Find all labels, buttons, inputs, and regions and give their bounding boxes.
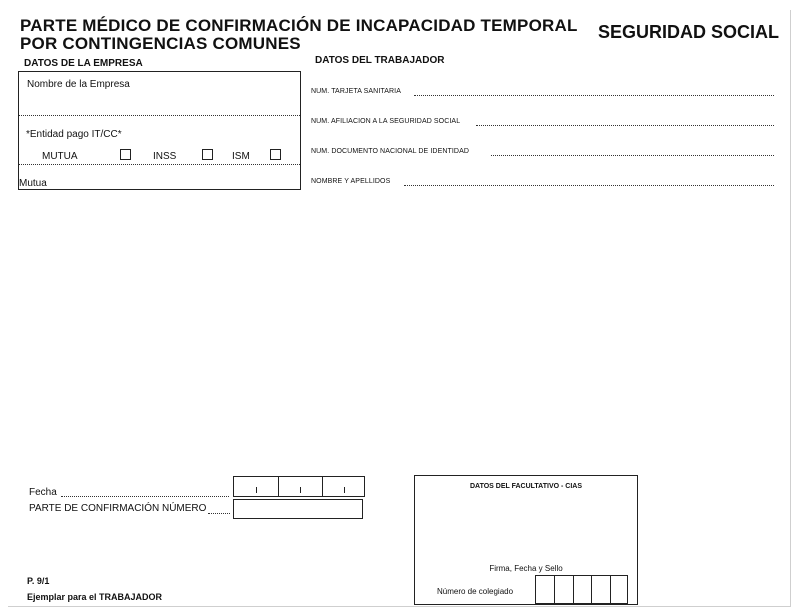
- mutua-checkbox[interactable]: [120, 149, 131, 160]
- fecha-tick: [344, 487, 345, 493]
- ism-checkbox[interactable]: [270, 149, 281, 160]
- fecha-tick: [300, 487, 301, 493]
- inss-checkbox[interactable]: [202, 149, 213, 160]
- field-afiliacion-label: NUM. AFILIACION A LA SEGURIDAD SOCIAL: [311, 118, 461, 125]
- brand-seguridad-social: SEGURIDAD SOCIAL: [598, 22, 780, 42]
- field-tarjeta-sanitaria-label: NUM. TARJETA SANITARIA: [311, 88, 401, 95]
- fecha-label: Fecha: [29, 487, 57, 498]
- field-afiliacion-line[interactable]: [476, 125, 774, 126]
- field-tarjeta-sanitaria-line[interactable]: [414, 95, 774, 96]
- colegiado-cell-divider: [591, 576, 592, 603]
- field-nombre-apellidos-label: NOMBRE Y APELLIDOS: [311, 178, 391, 185]
- ejemplar-label: Ejemplar para el TRABAJADOR: [27, 592, 163, 602]
- fecha-leader-line: [61, 496, 229, 497]
- empresa-box: [18, 71, 301, 190]
- mutua-name-label: Mutua: [19, 178, 47, 189]
- option-ism-label: ISM: [232, 151, 250, 162]
- parte-confirmacion-label: PARTE DE CONFIRMACIÓN NÚMERO: [29, 503, 207, 514]
- form-title-line1: PARTE MÉDICO DE CONFIRMACIÓN DE INCAPACIDAD TEMPORAL: [20, 16, 578, 35]
- numero-colegiado-label: Número de colegiado: [437, 587, 514, 596]
- nombre-empresa-label: Nombre de la Empresa: [27, 79, 130, 90]
- option-mutua-label: MUTUA: [42, 151, 78, 162]
- colegiado-cell-divider: [573, 576, 574, 603]
- entidad-pago-label: *Entidad pago IT/CC*: [26, 129, 122, 140]
- fecha-divider: [278, 477, 279, 496]
- field-dni-label: NUM. DOCUMENTO NACIONAL DE IDENTIDAD: [311, 148, 469, 155]
- parte-confirmacion-input[interactable]: [233, 499, 363, 519]
- fecha-divider: [322, 477, 323, 496]
- trabajador-section-label: DATOS DEL TRABAJADOR: [315, 55, 445, 66]
- page-border-bottom: [8, 606, 791, 607]
- confirmacion-leader-line: [208, 513, 230, 514]
- option-inss-label: INSS: [153, 151, 177, 162]
- colegiado-cell-divider: [610, 576, 611, 603]
- firma-fecha-sello-label: Firma, Fecha y Sello: [489, 564, 563, 573]
- fecha-input-boxes[interactable]: [233, 476, 365, 497]
- facultativo-title: DATOS DEL FACULTATIVO - CIAS: [470, 483, 582, 490]
- form-title-line2: POR CONTINGENCIAS COMUNES: [20, 34, 301, 53]
- empresa-section-label: DATOS DE LA EMPRESA: [24, 58, 143, 69]
- nombre-empresa-line[interactable]: [19, 115, 300, 116]
- page-border-right: [790, 10, 791, 606]
- fecha-tick: [256, 487, 257, 493]
- entidad-line: [19, 164, 300, 165]
- field-nombre-apellidos-line[interactable]: [404, 185, 774, 186]
- form-code: P. 9/1: [27, 576, 50, 586]
- field-dni-line[interactable]: [491, 155, 774, 156]
- numero-colegiado-input[interactable]: [535, 575, 628, 604]
- colegiado-cell-divider: [554, 576, 555, 603]
- form-title: [20, 17, 578, 53]
